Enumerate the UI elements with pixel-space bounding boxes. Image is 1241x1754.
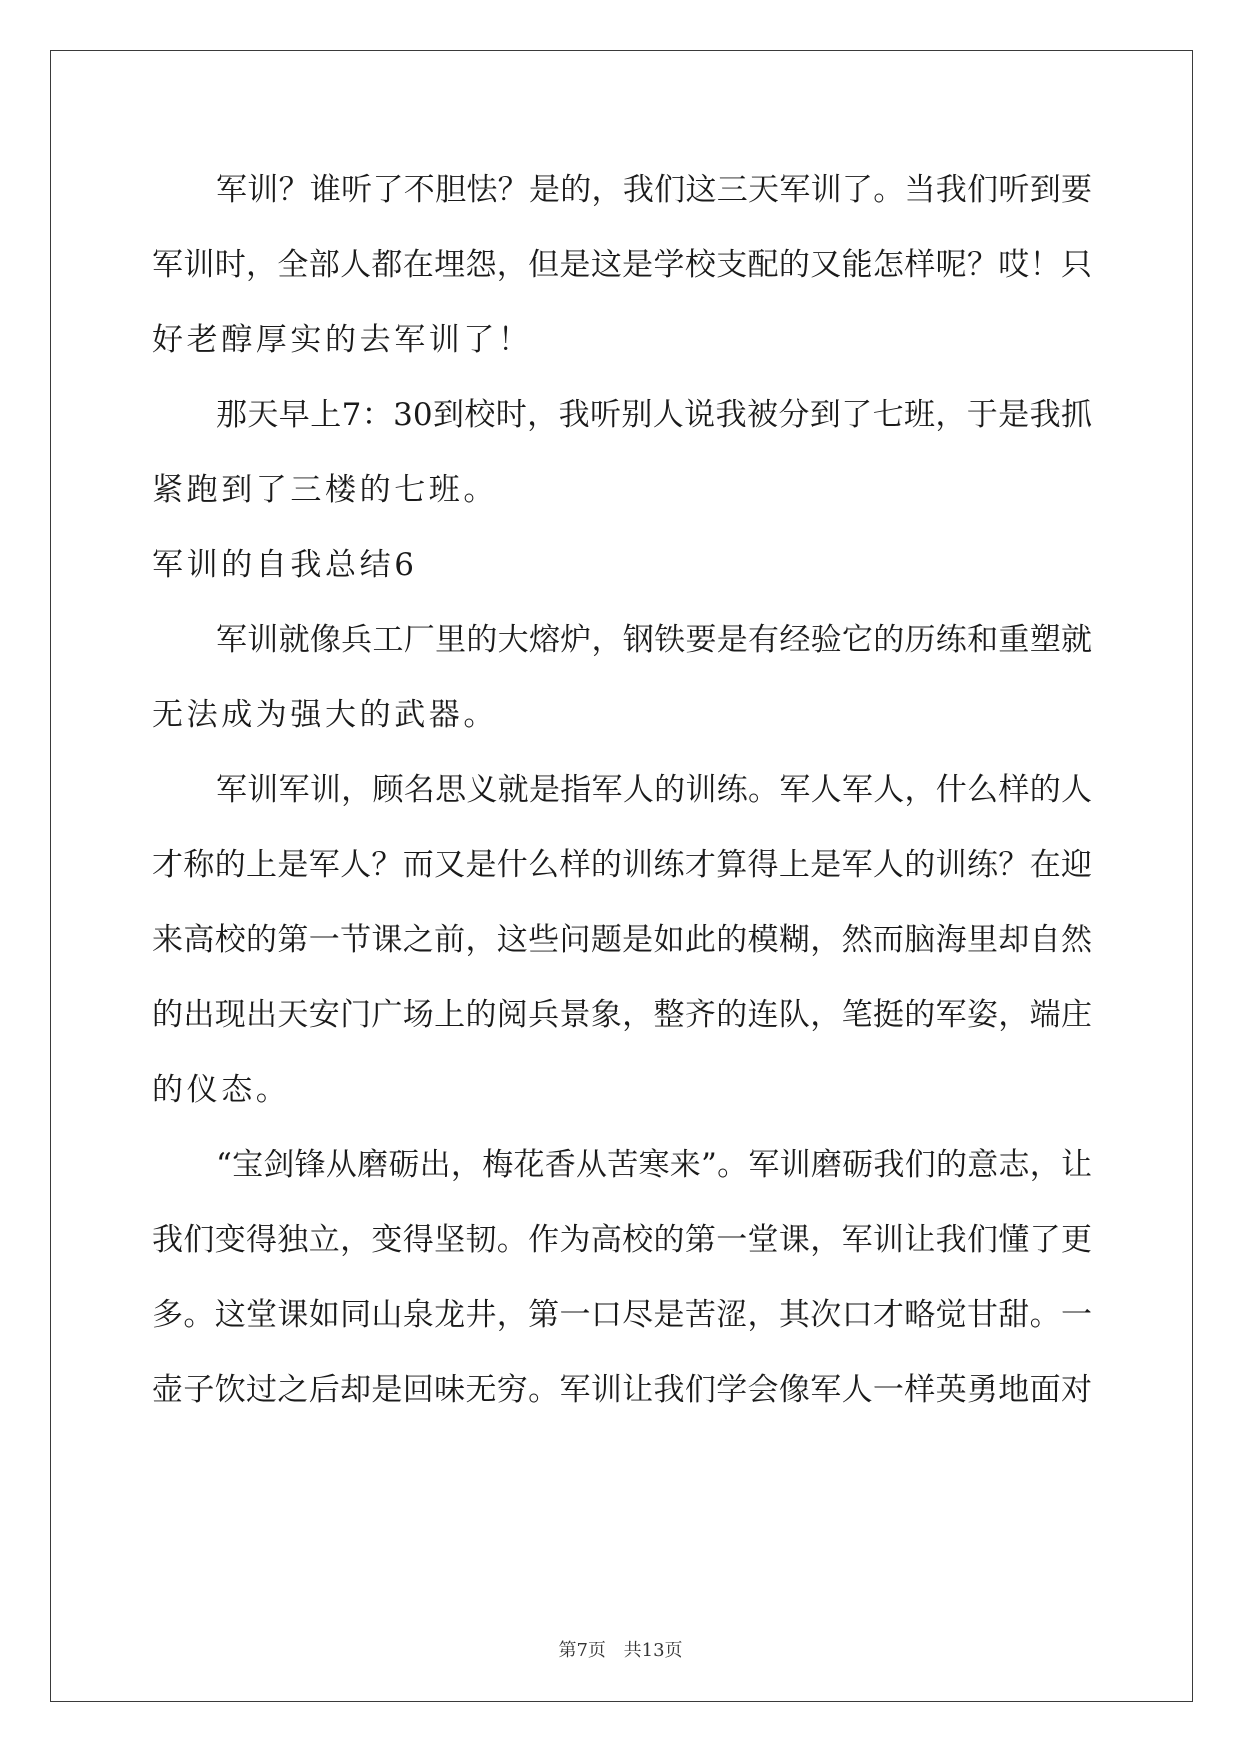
- paragraph-line: 无法成为强大的武器。: [152, 697, 498, 733]
- paragraph-line: 军训就像兵工厂里的大熔炉，钢铁要是有经验它的历练和重塑就: [216, 622, 1092, 658]
- paragraph-line: 军训军训，顾名思义就是指军人的训练。军人军人，什么样的人: [216, 772, 1092, 808]
- paragraph-line: 的出现出天安门广场上的阅兵景象，整齐的连队，笔挺的军姿，端庄: [152, 997, 1092, 1033]
- page-total: 共13页: [623, 1640, 683, 1661]
- paragraph-line: 好老醇厚实的去军训了！: [152, 322, 533, 358]
- paragraph-line: 那天早上7：30到校时，我听别人说我被分到了七班，于是我抓: [216, 397, 1092, 433]
- page-number: 第7页: [558, 1640, 606, 1661]
- paragraph-line: “宝剑锋从磨砺出，梅花香从苦寒来”。军训磨砺我们的意志，让: [216, 1147, 1092, 1183]
- paragraph-line: 多。这堂课如同山泉龙井，第一口尽是苦涩，其次口才略觉甘甜。一: [152, 1297, 1092, 1333]
- paragraph-line: 我们变得独立，变得坚韧。作为高校的第一堂课，军训让我们懂了更: [152, 1222, 1092, 1258]
- paragraph-line: 紧跑到了三楼的七班。: [152, 472, 498, 508]
- paragraph-line: 才称的上是军人？而又是什么样的训练才算得上是军人的训练？在迎: [152, 847, 1092, 883]
- paragraph-line: 壶子饮过之后却是回味无穷。军训让我们学会像军人一样英勇地面对: [152, 1372, 1092, 1408]
- section-heading: 军训的自我总结6: [152, 547, 418, 583]
- paragraph-line: 来高校的第一节课之前，这些问题是如此的模糊，然而脑海里却自然: [152, 922, 1092, 958]
- page-footer: [0, 1636, 1241, 1662]
- paragraph-line: 军训时，全部人都在埋怨，但是这是学校支配的又能怎样呢？哎！只: [152, 247, 1092, 283]
- paragraph-line: 军训？谁听了不胆怯？是的，我们这三天军训了。当我们听到要: [216, 172, 1092, 208]
- paragraph-line: 的仪态。: [152, 1072, 291, 1108]
